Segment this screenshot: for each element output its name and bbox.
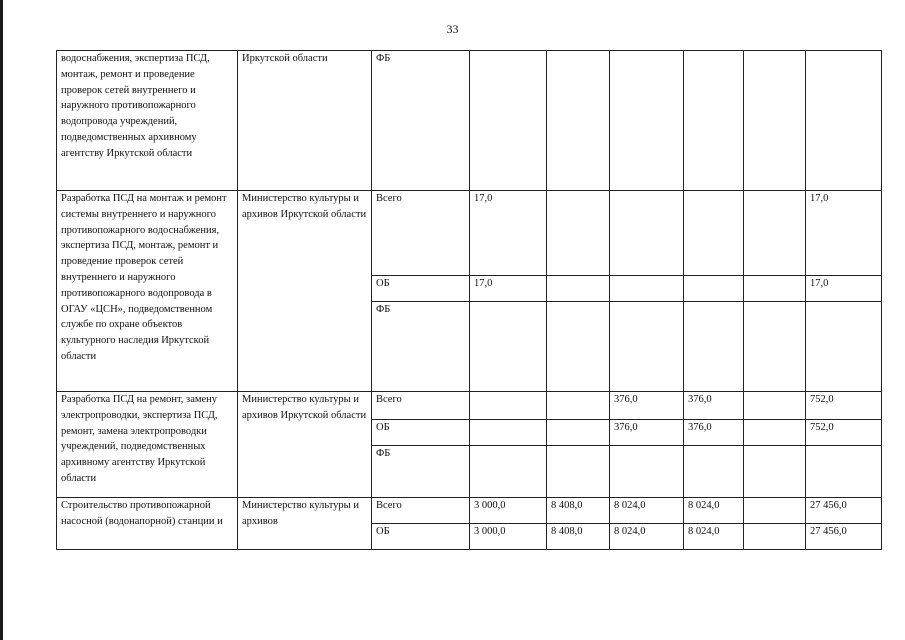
year-value-cell bbox=[684, 51, 744, 191]
year-value-cell bbox=[547, 191, 610, 276]
year-value-cell bbox=[744, 191, 806, 276]
total-value-cell: 27 456,0 bbox=[806, 524, 882, 550]
funding-source-cell: Всего bbox=[372, 191, 470, 276]
total-value-cell: 752,0 bbox=[806, 392, 882, 420]
year-value-cell bbox=[744, 524, 806, 550]
executor-cell: Министерство культуры и архивов Иркутской области bbox=[238, 191, 372, 392]
executor-cell: Министерство культуры и архивов bbox=[238, 498, 372, 550]
year-value-cell bbox=[684, 191, 744, 276]
budget-table-body bbox=[57, 51, 882, 550]
funding-source-cell: ОБ bbox=[372, 420, 470, 446]
total-value-cell: 27 456,0 bbox=[806, 498, 882, 524]
year-value-cell bbox=[470, 392, 547, 420]
total-value-cell bbox=[806, 302, 882, 392]
total-value-cell bbox=[806, 446, 882, 498]
year-value-cell: 8 408,0 bbox=[547, 498, 610, 524]
funding-source-cell: ФБ bbox=[372, 302, 470, 392]
year-value-cell: 376,0 bbox=[610, 392, 684, 420]
executor-cell: Иркутской области bbox=[238, 51, 372, 191]
table-row bbox=[57, 51, 882, 191]
year-value-cell bbox=[744, 276, 806, 302]
year-value-cell: 17,0 bbox=[470, 276, 547, 302]
year-value-cell: 3 000,0 bbox=[470, 524, 547, 550]
year-value-cell: 8 024,0 bbox=[684, 524, 744, 550]
table-row bbox=[57, 392, 882, 420]
year-value-cell bbox=[470, 51, 547, 191]
year-value-cell bbox=[684, 302, 744, 392]
year-value-cell bbox=[470, 302, 547, 392]
year-value-cell bbox=[547, 302, 610, 392]
total-value-cell bbox=[806, 51, 882, 191]
activity-cell: Разработка ПСД на ремонт, замену электропроводки, экспертиза ПСД, ремонт, замена электропроводки учреждений, подведомственных архивному агентству Иркутской области bbox=[57, 392, 238, 498]
funding-source-cell: ФБ bbox=[372, 446, 470, 498]
year-value-cell bbox=[684, 276, 744, 302]
executor-cell: Министерство культуры и архивов Иркутской области bbox=[238, 392, 372, 498]
year-value-cell: 376,0 bbox=[684, 392, 744, 420]
year-value-cell bbox=[610, 276, 684, 302]
funding-source-cell: ОБ bbox=[372, 276, 470, 302]
year-value-cell bbox=[744, 446, 806, 498]
activity-cell: водоснабжения, экспертиза ПСД, монтаж, ремонт и проведение проверок сетей внутреннего и наружного противопожарного водопровода учреждений, подведомственных архивному агентству Иркутской области bbox=[57, 51, 238, 191]
year-value-cell bbox=[744, 420, 806, 446]
funding-source-cell: Всего bbox=[372, 498, 470, 524]
year-value-cell bbox=[744, 498, 806, 524]
table-row bbox=[57, 498, 882, 524]
year-value-cell bbox=[547, 51, 610, 191]
year-value-cell bbox=[470, 446, 547, 498]
year-value-cell bbox=[547, 276, 610, 302]
activity-cell: Разработка ПСД на монтаж и ремонт системы внутреннего и наружного противопожарного водоснабжения, экспертиза ПСД, монтаж, ремонт и проведение проверок сетей внутреннего и наружного противопожарного водопровода в ОГАУ «ЦСН», подведомственном службе по охране объектов культурного наследия Иркутской области bbox=[57, 191, 238, 392]
year-value-cell bbox=[547, 446, 610, 498]
year-value-cell bbox=[547, 392, 610, 420]
year-value-cell bbox=[610, 191, 684, 276]
total-value-cell: 17,0 bbox=[806, 191, 882, 276]
year-value-cell: 376,0 bbox=[684, 420, 744, 446]
scan-edge bbox=[0, 0, 3, 640]
year-value-cell bbox=[684, 446, 744, 498]
year-value-cell bbox=[744, 392, 806, 420]
year-value-cell bbox=[610, 51, 684, 191]
year-value-cell bbox=[547, 420, 610, 446]
total-value-cell: 752,0 bbox=[806, 420, 882, 446]
funding-source-cell: ФБ bbox=[372, 51, 470, 191]
year-value-cell: 3 000,0 bbox=[470, 498, 547, 524]
year-value-cell: 8 024,0 bbox=[610, 524, 684, 550]
year-value-cell bbox=[610, 446, 684, 498]
year-value-cell bbox=[744, 51, 806, 191]
funding-source-cell: Всего bbox=[372, 392, 470, 420]
year-value-cell: 8 024,0 bbox=[610, 498, 684, 524]
year-value-cell: 8 024,0 bbox=[684, 498, 744, 524]
year-value-cell: 376,0 bbox=[610, 420, 684, 446]
year-value-cell bbox=[470, 420, 547, 446]
funding-source-cell: ОБ bbox=[372, 524, 470, 550]
year-value-cell: 8 408,0 bbox=[547, 524, 610, 550]
total-value-cell: 17,0 bbox=[806, 276, 882, 302]
table-row bbox=[57, 191, 882, 276]
activity-cell: Строительство противопожарной насосной (водонапорной) станции и bbox=[57, 498, 238, 550]
page-number: 33 bbox=[446, 22, 459, 36]
year-value-cell bbox=[744, 302, 806, 392]
year-value-cell bbox=[610, 302, 684, 392]
budget-table bbox=[56, 50, 882, 550]
year-value-cell: 17,0 bbox=[470, 191, 547, 276]
